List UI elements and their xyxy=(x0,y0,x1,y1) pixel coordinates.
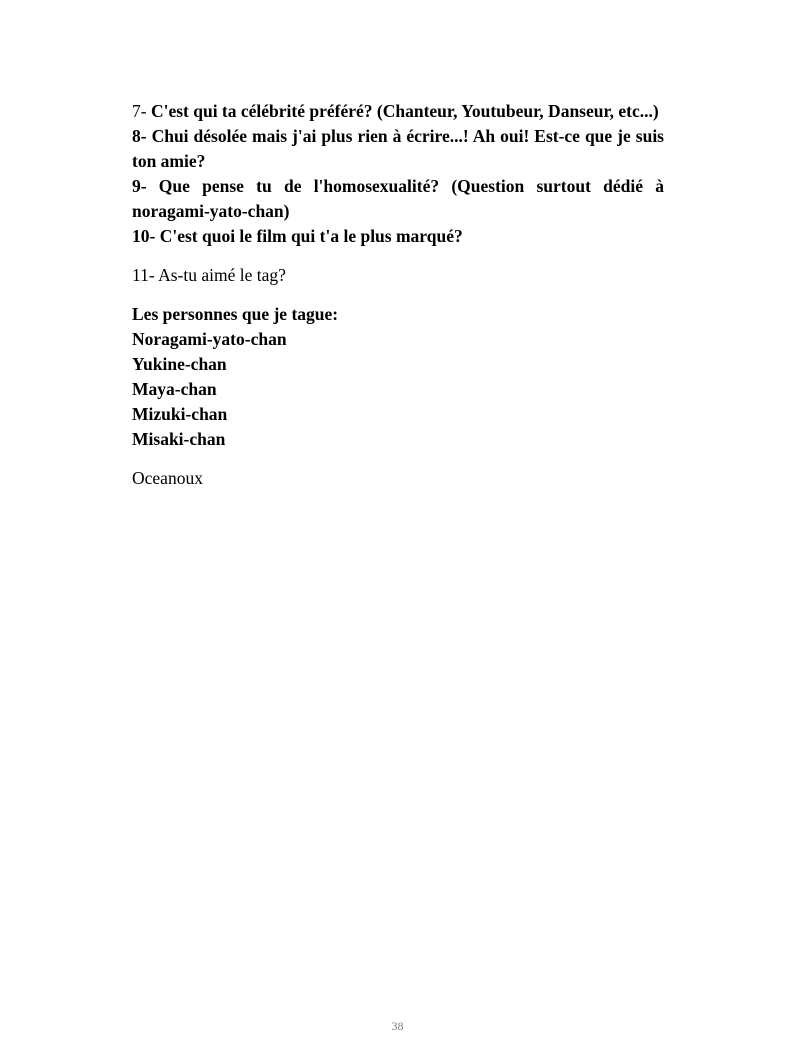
tagged-person: Yukine-chan xyxy=(132,354,227,374)
question-7-text: C'est qui ta célébrité préféré? (Chanteur, Youtubeur, Danseur, etc...) xyxy=(146,101,659,121)
document-page xyxy=(132,99,664,491)
tag-heading: Les personnes que je tague: xyxy=(132,304,339,324)
tagged-person: Misaki-chan xyxy=(132,429,226,449)
tagged-people-list xyxy=(132,302,664,452)
tagged-person: Mizuki-chan xyxy=(132,404,228,424)
question-8-text: Chui désolée mais j'ai plus rien à écrire...! Ah oui! Est-ce que je suis ton amie? xyxy=(132,126,664,171)
question-7 xyxy=(132,99,664,124)
question-8-number: 8- xyxy=(132,126,147,146)
question-10-number: 10- xyxy=(132,226,156,246)
question-7-number: 7- xyxy=(132,101,147,121)
question-10 xyxy=(132,224,664,249)
question-10-text: C'est quoi le film qui t'a le plus marqué? xyxy=(155,226,463,246)
question-9-text: Que pense tu de l'homosexualité? (Question surtout dédié à noragami-yato-chan) xyxy=(132,176,664,221)
question-9-number: 9- xyxy=(132,176,147,196)
question-9 xyxy=(132,174,664,224)
question-11: 11- As-tu aimé le tag? xyxy=(132,265,286,285)
question-8 xyxy=(132,124,664,174)
page-number: 38 xyxy=(391,1019,404,1033)
tagged-person: Maya-chan xyxy=(132,379,217,399)
signature: Oceanoux xyxy=(132,468,203,488)
tagged-person: Noragami-yato-chan xyxy=(132,329,287,349)
